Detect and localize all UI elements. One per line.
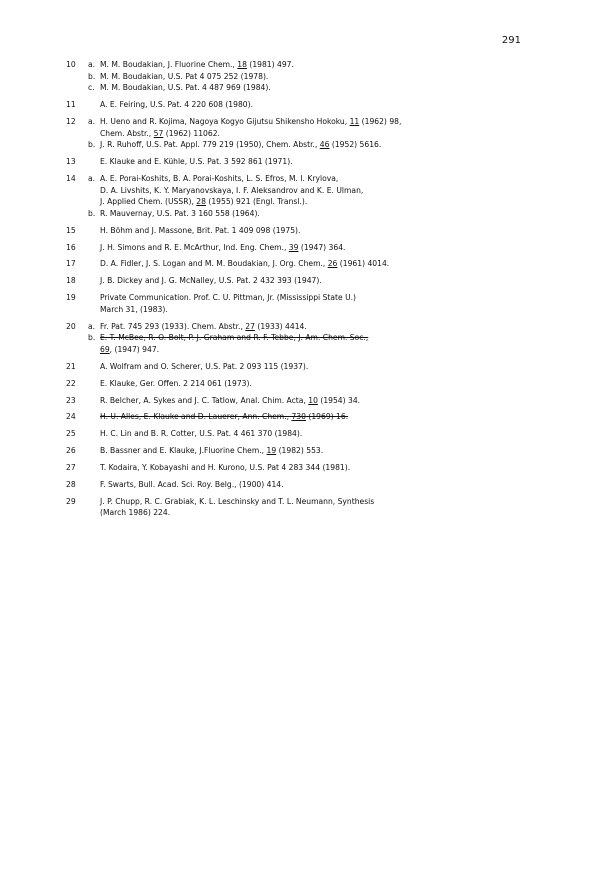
reference-text — [88, 292, 532, 315]
reference-number: 11 — [66, 100, 76, 110]
reference-number: 22 — [66, 378, 76, 388]
reference-text — [88, 445, 532, 457]
volume-number: 39 — [288, 242, 299, 252]
reference-line: a. Fr. Pat. 745 293 (1933). Chem. Abstr., 27 (1933) 4414. — [88, 321, 307, 331]
page-number: 291 — [501, 35, 521, 46]
reference-number: 28 — [66, 479, 76, 489]
reference-entry — [62, 496, 532, 519]
sub-reference-label: c. — [88, 83, 95, 93]
reference-number: 24 — [66, 412, 76, 422]
reference-text — [88, 258, 532, 270]
volume-number: 19 — [266, 446, 277, 456]
reference-entry — [62, 116, 532, 139]
reference-text — [88, 99, 532, 111]
sub-reference-label: b. — [88, 71, 96, 81]
reference-entry — [62, 292, 532, 315]
reference-line: H. U. Alles, E. Klauke and D. Lauerer, Ann. Chem., 730 (1969) 16. — [100, 412, 349, 422]
reference-line: B. Bassner and E. Klauke, J.Fluorine Chem., 19 (1982) 553. — [100, 446, 324, 456]
reference-entry — [62, 378, 532, 390]
reference-entry — [62, 99, 532, 111]
reference-number: 17 — [66, 259, 76, 269]
reference-line: Private Communication. Prof. C. U. Pittman, Jr. (Mississippi State U.) — [100, 293, 357, 303]
reference-entry — [62, 445, 532, 457]
reference-number — [62, 139, 88, 151]
reference-number: 23 — [66, 395, 76, 405]
reference-entry — [62, 173, 532, 208]
reference-line: a. M. M. Boudakian, J. Fluorine Chem., 18 (1981) 497. — [88, 60, 294, 69]
reference-line: H. Böhm and J. Massone, Brit. Pat. 1 409 098 (1975). — [100, 225, 301, 235]
reference-entry — [62, 428, 532, 440]
reference-text — [88, 225, 532, 237]
volume-number: 27 — [245, 321, 255, 331]
reference-entry — [62, 156, 532, 168]
reference-list — [62, 59, 532, 524]
reference-number: 26 — [66, 446, 76, 456]
reference-text — [88, 428, 532, 440]
reference-number — [62, 71, 88, 83]
reference-number: 27 — [66, 463, 76, 473]
sub-reference-label: a. — [88, 173, 96, 183]
reference-number: 29 — [66, 496, 76, 506]
reference-text — [88, 173, 532, 208]
volume-number: 57 — [153, 128, 164, 138]
reference-line: T. Kodaira, Y. Kobayashi and H. Kurono, U.S. Pat 4 283 344 (1981). — [100, 463, 351, 473]
sub-reference-label: a. — [88, 60, 96, 69]
reference-entry — [62, 361, 532, 373]
reference-text — [88, 378, 532, 390]
reference-line: c. M. M. Boudakian, U.S. Pat. 4 487 969 (1984). — [88, 83, 271, 93]
reference-text — [88, 71, 532, 83]
reference-line: (March 1986) 224. — [100, 508, 171, 518]
sub-reference-label: b. — [88, 140, 96, 150]
reference-text — [88, 59, 532, 71]
reference-text — [88, 479, 532, 491]
reference-entry — [62, 332, 532, 355]
reference-line: J. Applied Chem. (USSR), 28 (1955) 921 (Engl. Transl.). — [100, 197, 308, 207]
reference-line: F. Swarts, Bull. Acad. Sci. Roy. Belg., (1900) 414. — [100, 479, 284, 489]
reference-line: A. Wolfram and O. Scherer, U.S. Pat. 2 093 115 (1937). — [100, 361, 309, 371]
reference-line: D. A. Fidler, J. S. Logan and M. M. Boudakian, J. Org. Chem., 26 (1961) 4014. — [100, 259, 390, 269]
reference-entry — [62, 225, 532, 237]
reference-number: 12 — [66, 116, 76, 126]
reference-entry — [62, 462, 532, 474]
reference-entry — [62, 139, 532, 151]
reference-text — [88, 411, 532, 423]
reference-text — [88, 496, 532, 519]
sub-reference-label: a. — [88, 116, 96, 126]
reference-number — [62, 82, 88, 94]
reference-number: 14 — [66, 173, 76, 183]
reference-line: b. E. T. McBee, R. O. Bolt, P. J. Graham and R. F. Tebbe, J. Am. Chem. Soc., — [88, 333, 369, 343]
reference-line: a. H. Ueno and R. Kojima, Nagoya Kogyo Gijutsu Shikensho Hokoku, 11 (1962) 98, — [88, 116, 402, 126]
reference-entry — [62, 395, 532, 407]
reference-line: D. A. Livshits, K. Y. Maryanovskaya, I. F. Aleksandrov and K. E. Ulman, — [100, 185, 364, 195]
reference-number: 21 — [66, 361, 76, 371]
reference-text — [88, 395, 532, 407]
reference-line: A. E. Feiring, U.S. Pat. 4 220 608 (1980). — [100, 100, 253, 110]
reference-entry — [62, 208, 532, 220]
reference-line: March 31, (1983). — [100, 304, 168, 314]
volume-number: 26 — [327, 259, 338, 269]
volume-number: 11 — [349, 116, 360, 126]
reference-number: 25 — [66, 429, 76, 439]
reference-line: J. B. Dickey and J. G. McNalley, U.S. Pat. 2 432 393 (1947). — [100, 276, 322, 286]
volume-number: 46 — [319, 140, 330, 150]
reference-text — [88, 82, 532, 94]
volume-number: 18 — [237, 60, 247, 69]
sub-reference-label: b. — [88, 208, 96, 218]
reference-line: b. R. Mauvernay, U.S. Pat. 3 160 558 (1964). — [88, 208, 260, 218]
reference-line: 69, (1947) 947. — [100, 344, 160, 354]
reference-line: J. P. Chupp, R. C. Grabiak, K. L. Leschinsky and T. L. Neumann, Synthesis — [100, 496, 375, 506]
reference-number — [62, 332, 88, 355]
reference-text — [88, 332, 532, 355]
reference-line: J. H. Simons and R. E. McArthur, Ind. Eng. Chem., 39 (1947) 364. — [100, 242, 346, 252]
reference-entry — [62, 82, 532, 94]
reference-entry — [62, 321, 532, 333]
reference-line: E. Klauke and E. Kühle, U.S. Pat. 3 592 861 (1971). — [100, 157, 293, 167]
reference-line: E. Klauke, Ger. Offen. 2 214 061 (1973). — [100, 378, 252, 388]
reference-line: b. J. R. Ruhoff, U.S. Pat. Appl. 779 219 (1950), Chem. Abstr., 46 (1952) 5616. — [88, 140, 382, 150]
reference-line: H. C. Lin and B. R. Cotter, U.S. Pat. 4 461 370 (1984). — [100, 429, 303, 439]
reference-entry — [62, 479, 532, 491]
reference-entry — [62, 411, 532, 423]
reference-text — [88, 361, 532, 373]
reference-number: 19 — [66, 293, 76, 303]
reference-number: 10 — [66, 60, 76, 69]
reference-line: a. A. E. Porai-Koshits, B. A. Porai-Koshits, L. S. Efros, M. I. Krylova, — [88, 173, 339, 183]
volume-number: 28 — [196, 197, 206, 207]
reference-text — [88, 275, 532, 287]
reference-text — [88, 321, 532, 333]
reference-text — [88, 208, 532, 220]
reference-entry — [62, 242, 532, 254]
sub-reference-label: a. — [88, 321, 96, 331]
reference-line: b. M. M. Boudakian, U.S. Pat 4 075 252 (1978). — [88, 71, 269, 81]
reference-text — [88, 462, 532, 474]
reference-number: 20 — [66, 321, 76, 331]
reference-text — [88, 242, 532, 254]
reference-number: 13 — [66, 157, 76, 167]
volume-number: 730 — [291, 412, 306, 422]
volume-number: 69 — [100, 344, 110, 354]
reference-text — [88, 116, 532, 139]
sub-reference-label: b. — [88, 333, 96, 343]
reference-line: R. Belcher, A. Sykes and J. C. Tatlow, Anal. Chim. Acta, 10 (1954) 34. — [100, 395, 361, 405]
volume-number: 10 — [308, 395, 318, 405]
reference-number: 15 — [66, 225, 76, 235]
reference-number: 18 — [66, 276, 76, 286]
reference-entry — [62, 59, 532, 71]
reference-entry — [62, 275, 532, 287]
reference-text — [88, 156, 532, 168]
reference-line: Chem. Abstr., 57 (1962) 11062. — [100, 128, 220, 138]
reference-text — [88, 139, 532, 151]
reference-entry — [62, 258, 532, 270]
reference-number — [62, 208, 88, 220]
reference-number: 16 — [66, 242, 76, 252]
reference-entry — [62, 71, 532, 83]
